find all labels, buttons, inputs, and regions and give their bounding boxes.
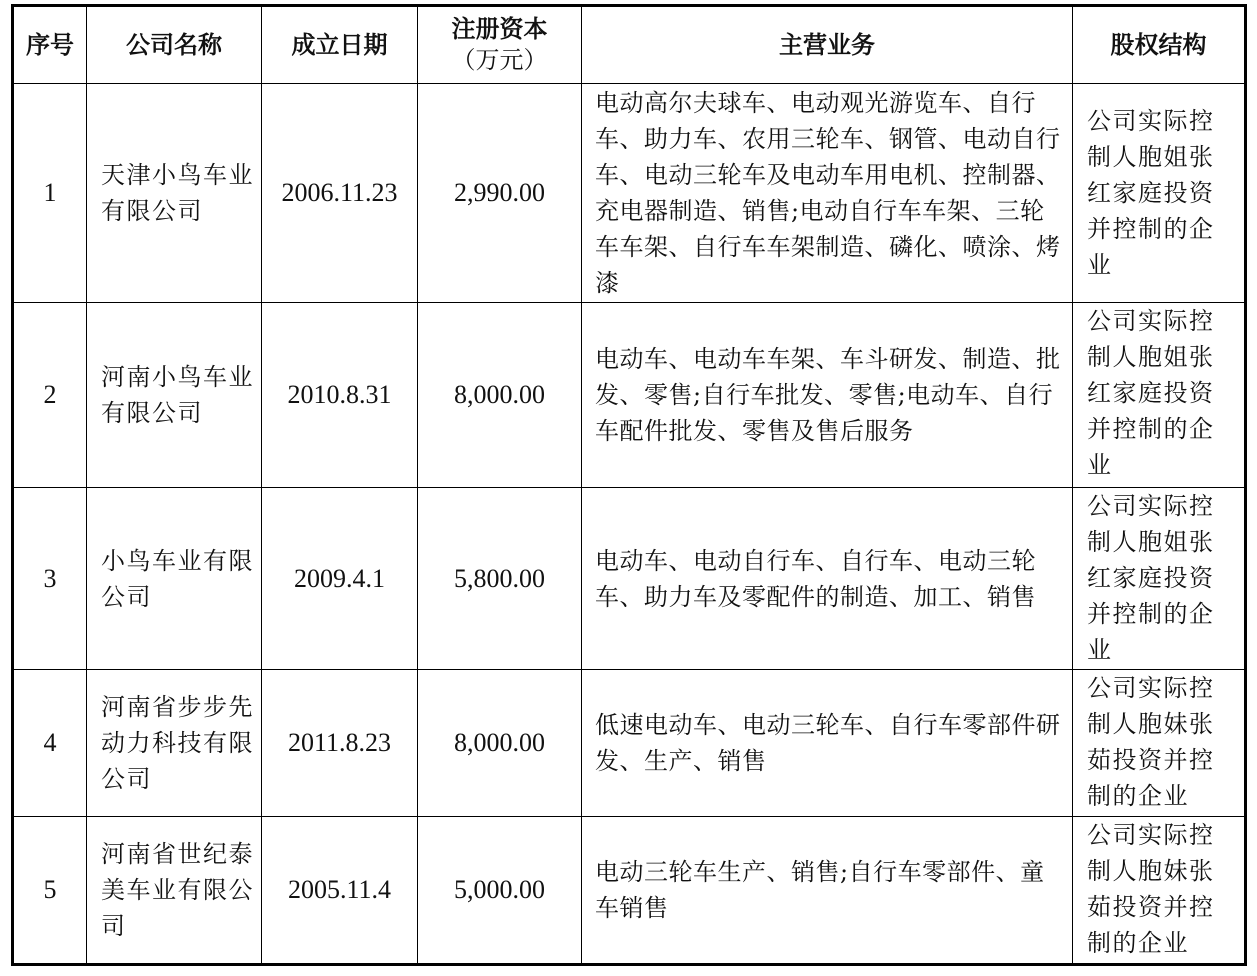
row-registered-capital: 5,800.00 [418, 488, 582, 670]
header-name: 公司名称 [87, 6, 262, 84]
table-row [13, 817, 1246, 965]
row-founded-date: 2011.8.23 [262, 670, 418, 817]
header-date: 成立日期 [262, 6, 418, 84]
row-founded-date: 2005.11.4 [262, 817, 418, 965]
row-equity-structure: 公司实际控制人胞妹张茹投资并控制的企业 [1073, 817, 1246, 965]
table-row [13, 488, 1246, 670]
row-founded-date: 2009.4.1 [262, 488, 418, 670]
header-row [13, 6, 1246, 84]
row-registered-capital: 5,000.00 [418, 817, 582, 965]
row-founded-date: 2010.8.31 [262, 303, 418, 488]
table-row [13, 84, 1246, 303]
row-seq: 3 [13, 488, 87, 670]
row-registered-capital: 8,000.00 [418, 670, 582, 817]
header-capital-line2: （万元） [451, 46, 548, 74]
row-equity-structure: 公司实际控制人胞姐张红家庭投资并控制的企业 [1073, 84, 1246, 303]
row-seq: 2 [13, 303, 87, 488]
row-company-name: 河南省世纪泰美车业有限公司 [87, 817, 262, 965]
row-equity-structure: 公司实际控制人胞姐张红家庭投资并控制的企业 [1073, 303, 1246, 488]
row-seq: 1 [13, 84, 87, 303]
affiliated-companies-table [11, 4, 1247, 966]
row-main-business: 电动三轮车生产、销售;自行车零部件、童车销售 [582, 817, 1073, 965]
header-capital-line1: 注册资本 [451, 15, 548, 43]
row-main-business: 电动车、电动车车架、车斗研发、制造、批发、零售;自行车批发、零售;电动车、自行车配件批发、零售及售后服务 [582, 303, 1073, 488]
row-main-business: 电动车、电动自行车、自行车、电动三轮车、助力车及零配件的制造、加工、销售 [582, 488, 1073, 670]
header-seq: 序号 [13, 6, 87, 84]
row-registered-capital: 2,990.00 [418, 84, 582, 303]
row-company-name: 小鸟车业有限公司 [87, 488, 262, 670]
row-seq: 4 [13, 670, 87, 817]
row-founded-date: 2006.11.23 [262, 84, 418, 303]
row-registered-capital: 8,000.00 [418, 303, 582, 488]
row-equity-structure: 公司实际控制人胞姐张红家庭投资并控制的企业 [1073, 488, 1246, 670]
header-capital [418, 6, 582, 84]
table-row [13, 303, 1246, 488]
row-company-name: 河南小鸟车业有限公司 [87, 303, 262, 488]
header-equity: 股权结构 [1073, 6, 1246, 84]
header-business: 主营业务 [582, 6, 1073, 84]
row-company-name: 河南省步步先动力科技有限公司 [87, 670, 262, 817]
table-row [13, 670, 1246, 817]
row-main-business: 低速电动车、电动三轮车、自行车零部件研发、生产、销售 [582, 670, 1073, 817]
row-main-business: 电动高尔夫球车、电动观光游览车、自行车、助力车、农用三轮车、钢管、电动自行车、电动三轮车及电动车用电机、控制器、充电器制造、销售;电动自行车车架、三轮车车架、自行车车架制造、磷化、喷涂、烤漆 [582, 84, 1073, 303]
row-seq: 5 [13, 817, 87, 965]
row-company-name: 天津小鸟车业有限公司 [87, 84, 262, 303]
table-container [11, 4, 1247, 966]
row-equity-structure: 公司实际控制人胞妹张茹投资并控制的企业 [1073, 670, 1246, 817]
